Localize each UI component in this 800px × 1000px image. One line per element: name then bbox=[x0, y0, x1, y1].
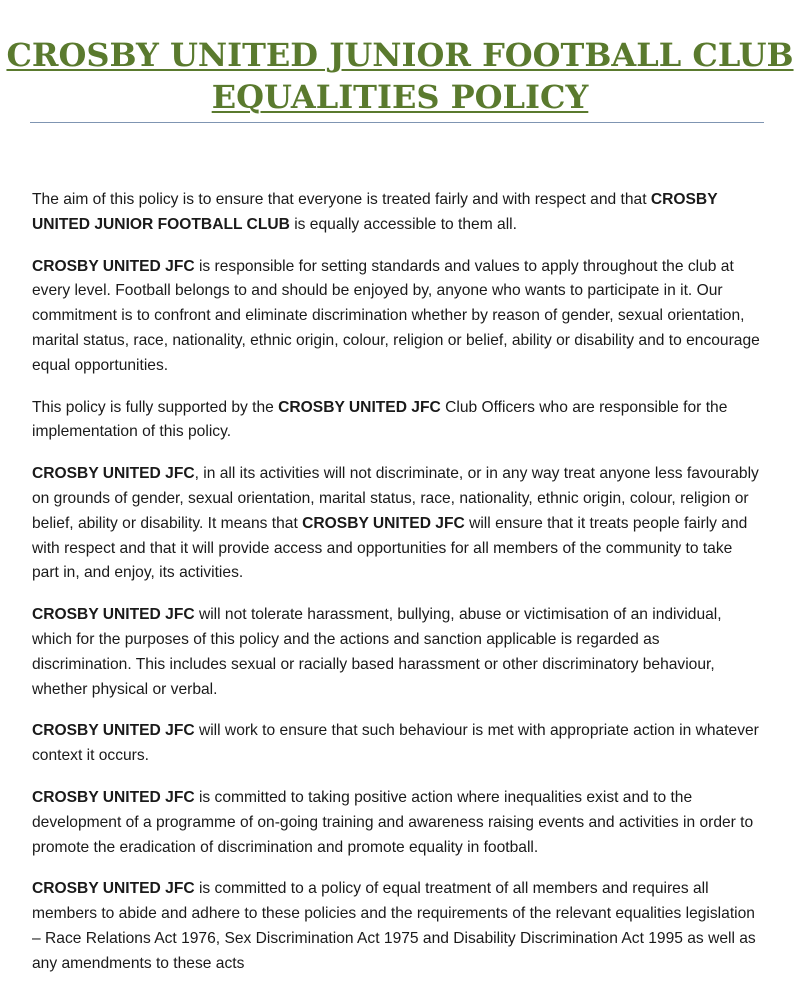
paragraph-support: This policy is fully supported by the CROSBY UNITED JFC Club Officers who are responsible for the implementation of this policy. bbox=[32, 398, 728, 441]
paragraph-aim: The aim of this policy is to ensure that everyone is treated fairly and with respect and that CROSBY UNITED JUNIOR FOOTBALL CLUB is equally accessible to them all. bbox=[32, 191, 718, 233]
paragraph-non-discrimination: CROSBY UNITED JFC, in all its activities will not discriminate, or in any way treat anyone less favourably on grounds of gender, sexual orientation, marital status, race, nationality, ethnic origin, colour, religion or belief, ability or disability. It means that CROSBY UNITED JFC will ensure that it treats people fairly and with respect and that it will provide access and opportunities for all members of the community to take part in, and enjoy, its activities. bbox=[32, 465, 759, 582]
club-name-emphasis: CROSBY UNITED JUNIOR FOOTBALL CLUB bbox=[32, 191, 718, 233]
document-title bbox=[0, 34, 800, 118]
club-name-emphasis: CROSBY UNITED JFC bbox=[302, 514, 465, 532]
club-name-emphasis: CROSBY UNITED JFC bbox=[32, 880, 195, 898]
title-line-policy-name: EQUALITIES POLICY bbox=[211, 78, 589, 116]
club-name-emphasis: CROSBY UNITED JFC bbox=[32, 465, 195, 483]
paragraph-action: CROSBY UNITED JFC will work to ensure that such behaviour is met with appropriate action in whatever context it occurs. bbox=[32, 722, 759, 765]
club-name-emphasis: CROSBY UNITED JFC bbox=[32, 722, 195, 740]
club-name-emphasis: CROSBY UNITED JFC bbox=[32, 788, 195, 806]
paragraph-equal-treatment: CROSBY UNITED JFC is committed to a policy of equal treatment of all members and requires all members to abide and adhere to these policies and the requirements of the relevant equalities legislation – Race Relations Act 1976, Sex Discrimination Act 1975 and Disability Discrimination Act 1995 as well as any amendments to these acts bbox=[32, 880, 756, 972]
paragraph-harassment: CROSBY UNITED JFC will not tolerate harassment, bullying, abuse or victimisation of an individual, which for the purposes of this policy and the actions and sanction applicable is regarded as discrimination. This includes sexual or racially based harassment or other discriminatory behaviour, whether physical or verbal. bbox=[32, 606, 722, 698]
title-line-club-name: CROSBY UNITED JUNIOR FOOTBALL CLUB bbox=[6, 36, 794, 74]
club-name-emphasis: CROSBY UNITED JFC bbox=[278, 398, 441, 416]
club-name-emphasis: CROSBY UNITED JFC bbox=[32, 606, 195, 624]
paragraph-standards: CROSBY UNITED JFC is responsible for setting standards and values to apply throughout the club at every level. Football belongs to and should be enjoyed by, anyone who wants to participate in it. Our commitment is to confront and eliminate discrimination whether by reason of gender, sexual orientation, marital status, race, nationality, ethnic origin, colour, religion or belief, ability or disability and to encourage equal opportunities. bbox=[32, 257, 760, 374]
policy-body bbox=[32, 188, 760, 994]
title-divider bbox=[30, 122, 764, 123]
paragraph-positive-action: CROSBY UNITED JFC is committed to taking positive action where inequalities exist and to the development of a programme of on-going training and awareness raising events and activities in order to promote the eradication of discrimination and promote equality in football. bbox=[32, 788, 754, 856]
club-name-emphasis: CROSBY UNITED JFC bbox=[32, 257, 195, 275]
